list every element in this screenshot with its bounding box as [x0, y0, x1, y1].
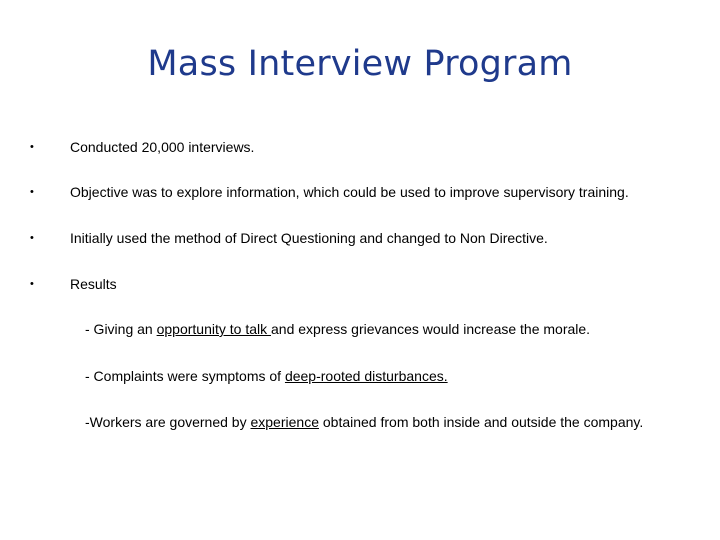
- result-item-morale: [85, 320, 645, 339]
- bullet-dot-icon: •: [30, 141, 34, 153]
- bullet-dot-icon: •: [30, 232, 34, 244]
- result-text: - Giving an: [85, 321, 157, 337]
- bullet-dot-icon: •: [30, 186, 34, 198]
- result-underlined-text: deep-rooted disturbances.: [284, 368, 448, 384]
- result-text: -Workers are governed by: [85, 414, 251, 430]
- bullet-dot-icon: •: [30, 278, 34, 290]
- result-text: - Complaints were symptoms of: [85, 368, 285, 384]
- slide-title: Mass Interview Program: [147, 44, 573, 84]
- result-underlined-text: experience: [250, 414, 319, 430]
- bullet-text: Initially used the method of Direct Questioning and changed to Non Directive.: [70, 230, 548, 246]
- result-underlined-text: opportunity to talk: [156, 321, 271, 337]
- bullet-text: Objective was to explore information, which could be used to improve supervisory training.: [70, 184, 629, 200]
- result-item-complaints: [85, 367, 645, 386]
- result-text: obtained from both inside and outside the company.: [318, 414, 644, 430]
- bullet-text: Conducted 20,000 interviews.: [70, 139, 255, 155]
- result-text: and express grievances would increase the morale.: [271, 321, 591, 337]
- result-item-experience: [85, 413, 645, 432]
- bullet-text: Results: [70, 276, 117, 292]
